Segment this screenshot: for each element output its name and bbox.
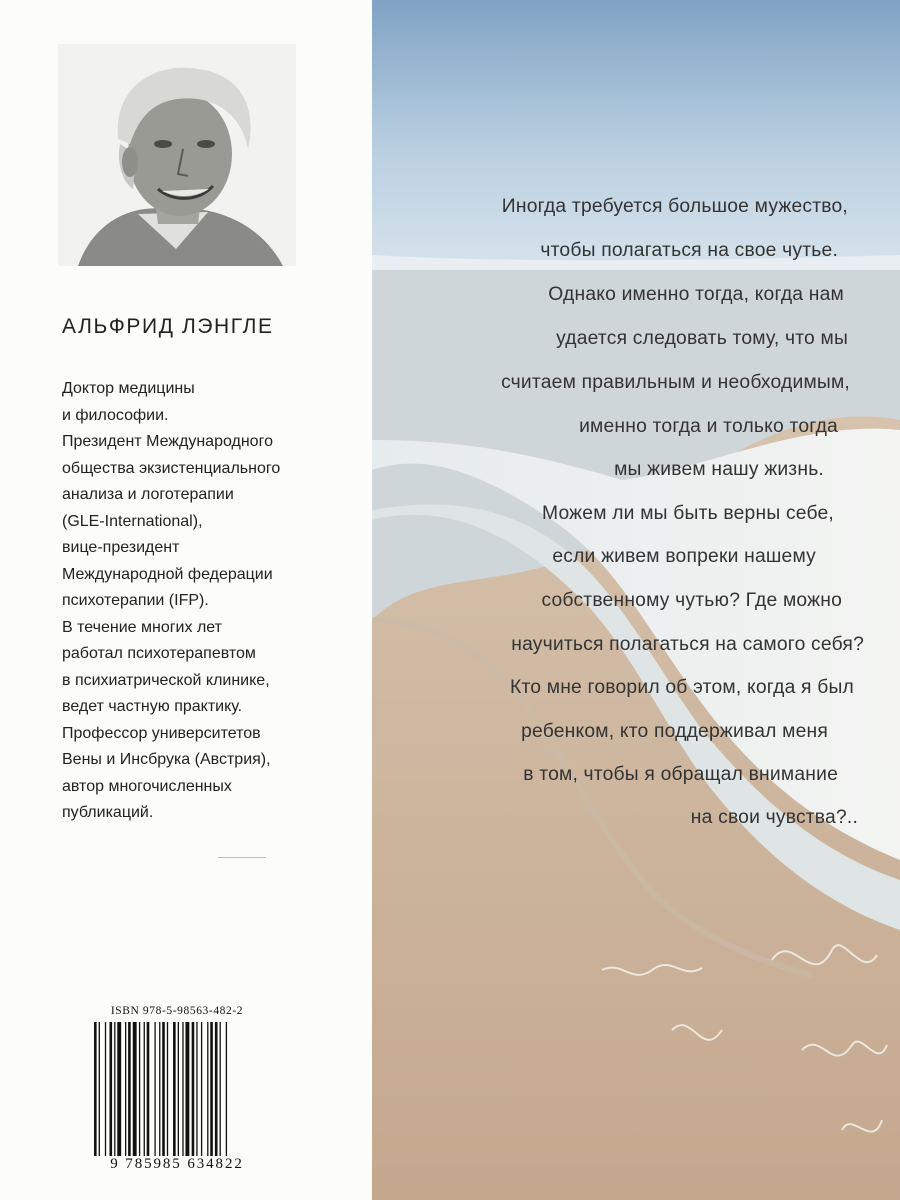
blurb-line: в том, чтобы я обращал внимание <box>523 764 838 785</box>
bio-line: В течение многих лет <box>62 618 222 636</box>
bio-line: Доктор медицины <box>62 380 195 397</box>
bio-line: публикаций. <box>62 804 154 821</box>
blurb-line: Иногда требуется большое мужество, <box>501 196 848 217</box>
blurb-line: мы живем нашу жизнь. <box>614 459 824 480</box>
bio-line: вице-президент <box>62 539 180 556</box>
cover-photo-panel <box>372 0 900 1200</box>
author-name: АЛЬФРИД ЛЭНГЛЕ <box>62 315 274 338</box>
isbn-barcode <box>92 1005 262 1175</box>
bio-line: психотерапии (IFP). <box>62 592 209 609</box>
bio-line: Вены и Инсбрука (Австрия), <box>62 751 271 768</box>
bio-line: работал психотерапевтом <box>62 645 256 662</box>
blurb-line: научиться полагаться на самого себя? <box>511 634 864 655</box>
bio-line: общества экзистенциального <box>62 459 281 477</box>
left-panel <box>0 0 372 1200</box>
bio-line: и философии. <box>62 406 169 424</box>
blurb-line: если живем вопреки нашему <box>552 546 816 567</box>
blurb-line: считаем правильным и необходимым, <box>501 372 850 393</box>
divider <box>218 857 266 858</box>
author-bio <box>62 376 367 827</box>
bio-line: Международной федерации <box>62 565 273 583</box>
cover-blurb <box>372 0 900 1200</box>
author-photo <box>58 44 296 266</box>
blurb-line: чтобы полагаться на свое чутье. <box>540 240 838 261</box>
blurb-line: именно тогда и только тогда <box>579 416 838 437</box>
blurb-line: собственному чутью? Где можно <box>541 590 842 611</box>
blurb-line: ребенком, кто поддерживал меня <box>521 721 828 742</box>
barcode-bars <box>92 1022 262 1156</box>
blurb-line: Кто мне говорил об этом, когда я был <box>510 677 854 698</box>
bio-line: Президент Международного <box>62 433 273 450</box>
bio-line: Профессор университетов <box>62 724 261 742</box>
blurb-line: Однако именно тогда, когда нам <box>548 284 844 305</box>
isbn-label: ISBN 978-5-98563-482-2 <box>110 1005 244 1017</box>
bio-line: (GLE-International), <box>62 512 203 530</box>
bio-line: ведет частную практику. <box>62 698 243 715</box>
blurb-line: на свои чувства?.. <box>690 807 858 828</box>
bio-line: анализа и логотерапии <box>62 486 234 503</box>
isbn-digits: 9 785985 634822 <box>110 1156 244 1172</box>
bio-line: автор многочисленных <box>62 777 232 795</box>
bio-line: в психиатрической клинике, <box>62 671 270 689</box>
blurb-line: удается следовать тому, что мы <box>556 328 848 349</box>
blurb-line: Можем ли мы быть верны себе, <box>542 503 834 524</box>
